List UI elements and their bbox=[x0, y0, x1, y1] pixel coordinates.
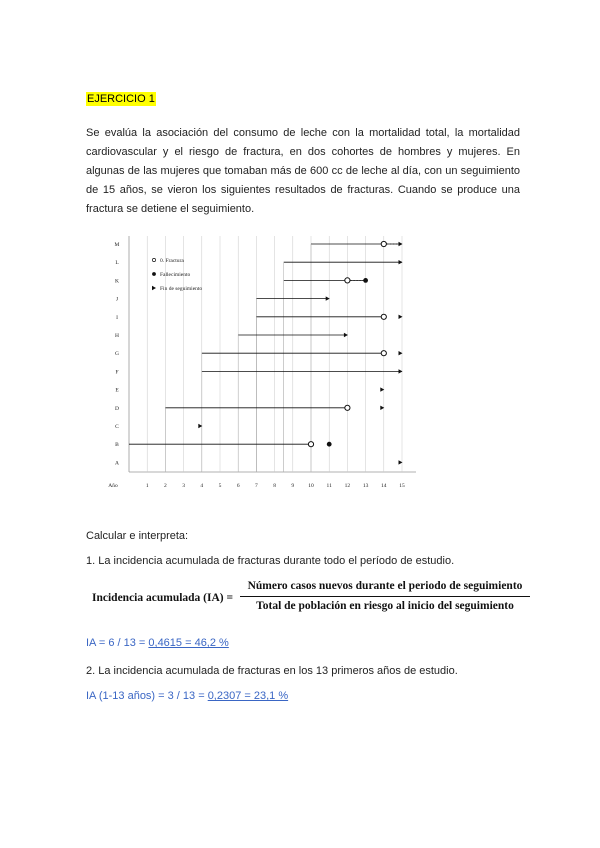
question-2: 2. La incidencia acumulada de fracturas en los 13 primeros años de estudio. bbox=[86, 665, 458, 677]
legend-label: Fallecimiento bbox=[160, 272, 191, 278]
subject-label: H bbox=[115, 333, 119, 339]
x-tick-label: 6 bbox=[236, 483, 240, 489]
x-tick-label: 4 bbox=[200, 483, 204, 489]
subject-label: I bbox=[116, 314, 118, 321]
answer-1 bbox=[86, 637, 229, 649]
question-1: 1. La incidencia acumulada de fracturas durante todo el período de estudio. bbox=[86, 555, 455, 567]
x-tick-label: 7 bbox=[255, 483, 258, 489]
subject-label: D bbox=[115, 405, 119, 412]
calc-title: Calcular e interpreta: bbox=[86, 530, 189, 542]
legend-label: 0. Fractura bbox=[160, 258, 184, 264]
formula-fraction-bar bbox=[240, 596, 530, 597]
subject-label: A bbox=[115, 460, 119, 467]
answer-2-result: 0,2307 = 23,1 % bbox=[207, 690, 289, 702]
fracture-marker bbox=[381, 351, 386, 356]
x-tick-label: 2 bbox=[164, 483, 167, 489]
incidence-formula bbox=[92, 580, 532, 616]
x-tick-label: 3 bbox=[182, 483, 185, 489]
legend-arrow-symbol bbox=[152, 286, 156, 290]
exercise-heading: EJERCICIO 1 bbox=[87, 93, 155, 105]
x-tick-label: 11 bbox=[326, 483, 332, 489]
x-tick-label: 10 bbox=[308, 483, 314, 489]
x-tick-label: 12 bbox=[344, 483, 351, 489]
answer-2-prefix: IA (1-13 años) = 3 / 13 = bbox=[86, 690, 208, 702]
subject-label: J bbox=[115, 296, 119, 303]
subject-label: M bbox=[114, 242, 120, 248]
x-tick-label: 9 bbox=[291, 483, 295, 489]
x-tick-label: 14 bbox=[381, 483, 387, 489]
answer-1-result: 0,4615 = 46,2 % bbox=[148, 637, 229, 649]
subject-label: B bbox=[115, 442, 119, 449]
x-tick-label: 13 bbox=[362, 483, 369, 489]
fracture-marker bbox=[345, 405, 350, 410]
subject-label: C bbox=[115, 424, 119, 430]
subject-label: F bbox=[115, 369, 119, 376]
formula-denominator: Total de población en riesgo al inicio del seguimiento bbox=[256, 600, 514, 612]
fracture-marker bbox=[381, 314, 386, 319]
answer-1-prefix: IA = 6 / 13 = bbox=[86, 637, 149, 649]
formula-lhs: Incidencia acumulada (IA) = bbox=[92, 592, 234, 604]
legend-death-symbol bbox=[152, 272, 156, 276]
legend-label: Fin de seguimiento bbox=[160, 286, 203, 292]
subject-label: K bbox=[115, 278, 119, 285]
subject-label: L bbox=[115, 260, 119, 267]
legend-fracture-symbol bbox=[152, 258, 155, 261]
fracture-marker bbox=[345, 278, 350, 283]
intro-paragraph: Se evalúa la asociación del consumo de leche con la mortalidad total, la mortalidad cardiovascular y el riesgo de fractura, en dos cohortes de hombres y mujeres. En algunas de las mujeres que tomaban más de 600 cc de leche al día, con un seguimiento de 15 años, se vieron los siguientes resultados de fracturas. Cuando se produce una fractura se detiene el seguimiento. bbox=[86, 127, 520, 215]
x-tick-label: 1 bbox=[145, 483, 149, 489]
x-axis-label: Año bbox=[108, 483, 118, 489]
answer-2 bbox=[86, 690, 288, 702]
x-tick-label: 5 bbox=[218, 483, 222, 489]
fracture-marker bbox=[308, 442, 313, 447]
death-marker bbox=[363, 278, 368, 283]
subject-label: G bbox=[115, 351, 119, 358]
follow-up-timeline-chart bbox=[106, 232, 426, 498]
death-marker bbox=[327, 442, 332, 447]
fracture-marker bbox=[381, 241, 386, 246]
subject-label: E bbox=[115, 387, 119, 394]
x-tick-label: 8 bbox=[273, 483, 276, 489]
x-tick-label: 15 bbox=[399, 483, 405, 489]
formula-numerator: Número casos nuevos durante el periodo de seguimiento bbox=[247, 580, 523, 592]
